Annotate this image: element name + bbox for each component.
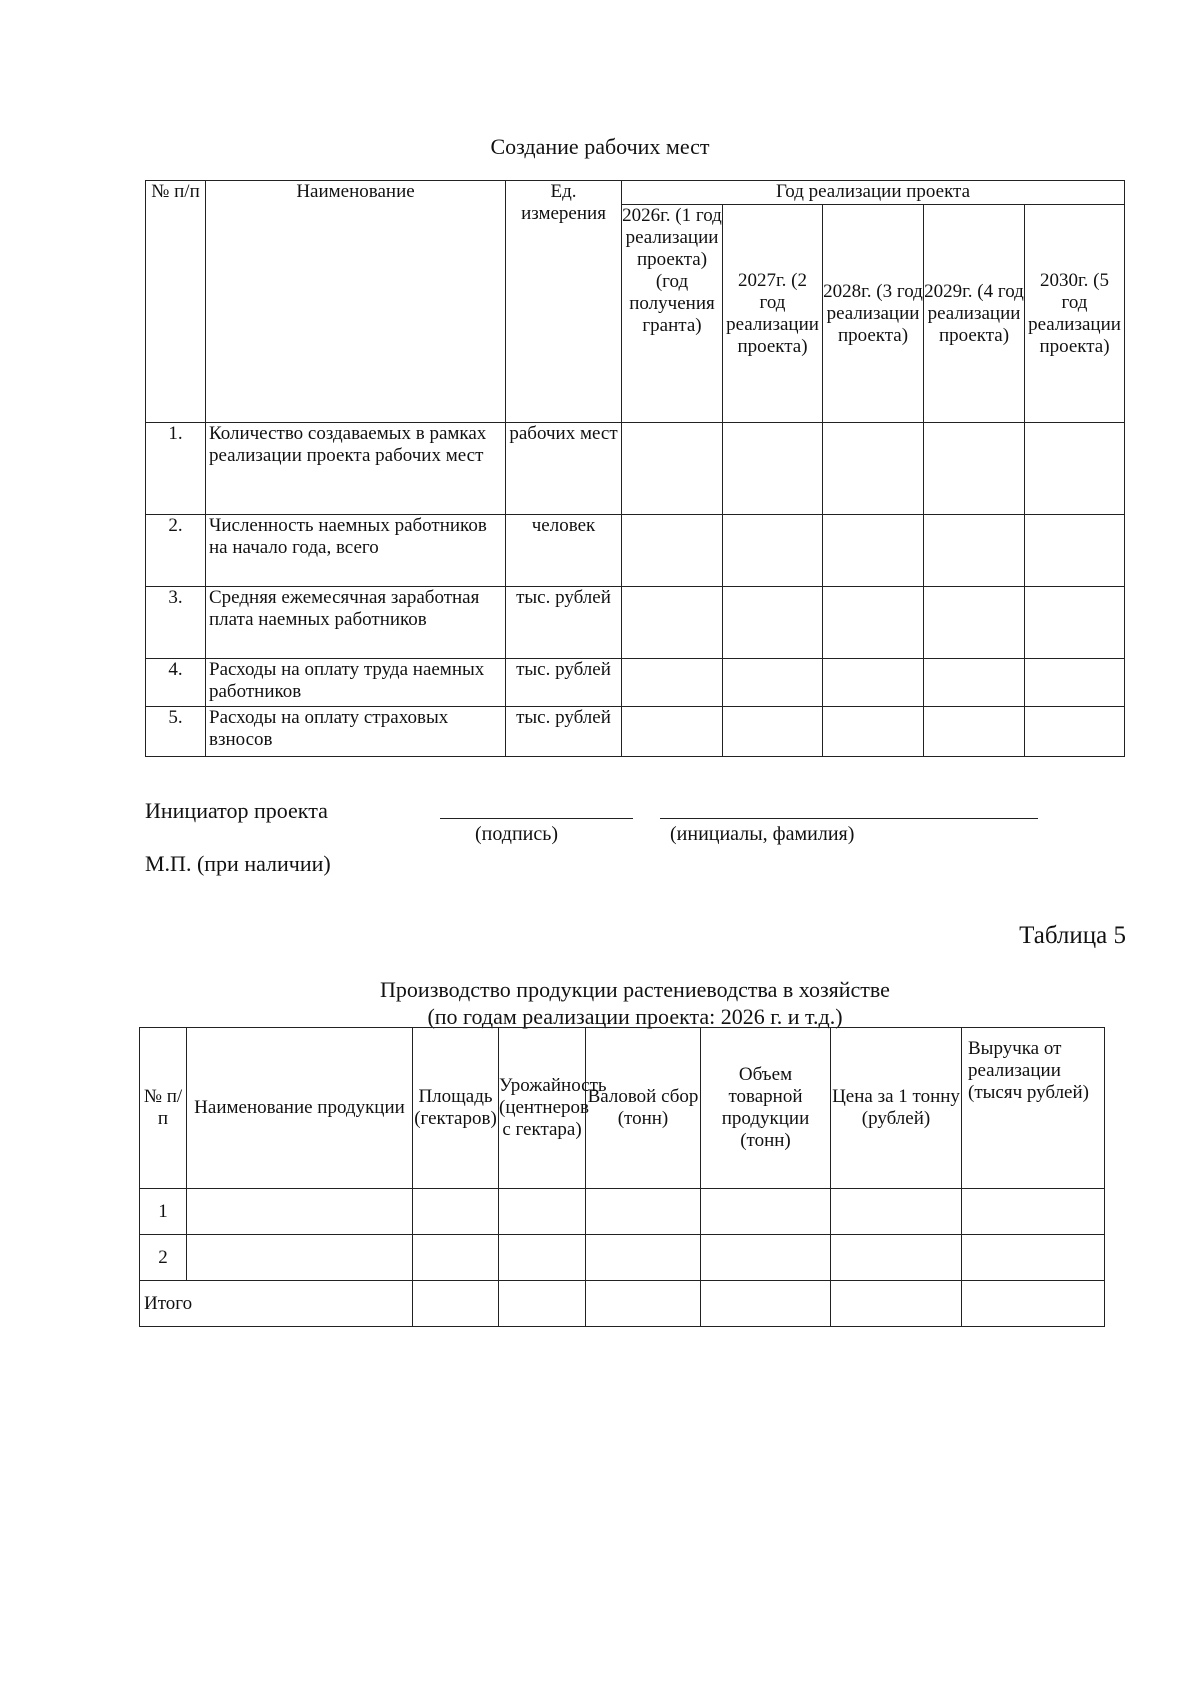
value-cell xyxy=(831,1281,962,1327)
value-cell xyxy=(831,1189,962,1235)
header-product: Наименование продукции xyxy=(187,1028,413,1189)
crop-production-table xyxy=(139,1027,1105,1327)
value-cell xyxy=(413,1281,499,1327)
initiator-label: Инициатор проекта xyxy=(145,798,328,823)
row-num: 3. xyxy=(146,587,206,659)
value-cell xyxy=(924,659,1025,707)
value-cell xyxy=(701,1189,831,1235)
header-year-2029: 2029г. (4 год реализации проекта) xyxy=(924,205,1025,423)
row-unit: человек xyxy=(506,515,622,587)
row-num: 5. xyxy=(146,707,206,757)
value-cell xyxy=(1025,707,1125,757)
header-gross: Валовой сбор (тонн) xyxy=(586,1028,701,1189)
value-cell xyxy=(823,515,924,587)
row-unit: тыс. рублей xyxy=(506,659,622,707)
value-cell xyxy=(701,1235,831,1281)
value-cell xyxy=(499,1281,586,1327)
section-title-crops xyxy=(0,976,1200,1030)
header-year-2030: 2030г. (5 год реализации проекта) xyxy=(1025,205,1125,423)
value-cell xyxy=(924,423,1025,515)
row-name: Расходы на оплату труда наемных работников xyxy=(206,659,506,707)
table-row xyxy=(146,587,1125,659)
value-cell xyxy=(723,423,823,515)
value-cell xyxy=(413,1189,499,1235)
value-cell xyxy=(823,423,924,515)
row-num: 2 xyxy=(140,1235,187,1281)
value-cell xyxy=(1025,659,1125,707)
table-row xyxy=(140,1235,1105,1281)
table-row xyxy=(146,659,1125,707)
value-cell xyxy=(187,1235,413,1281)
row-num: 1 xyxy=(140,1189,187,1235)
row-name: Численность наемных работников на начало года, всего xyxy=(206,515,506,587)
row-name: Количество создаваемых в рамках реализации проекта рабочих мест xyxy=(206,423,506,515)
value-cell xyxy=(622,587,723,659)
header-yield: Урожайность (центнеров с гектара) xyxy=(499,1028,586,1189)
value-cell xyxy=(831,1235,962,1281)
row-num: 2. xyxy=(146,515,206,587)
title-line-2: (по годам реализации проекта: 2026 г. и т.д.) xyxy=(427,1004,843,1029)
header-name: Наименование xyxy=(206,181,506,423)
signature-caption: (подпись) xyxy=(475,823,559,845)
table-label: Таблица 5 xyxy=(1019,922,1126,949)
name-line xyxy=(660,818,1038,819)
stamp-label: М.П. (при наличии) xyxy=(145,851,331,876)
row-name: Расходы на оплату страховых взносов xyxy=(206,707,506,757)
signature-line xyxy=(440,818,633,819)
value-cell xyxy=(622,423,723,515)
value-cell xyxy=(723,587,823,659)
value-cell xyxy=(723,515,823,587)
header-unit: Ед. измерения xyxy=(506,181,622,423)
value-cell xyxy=(924,707,1025,757)
value-cell xyxy=(622,515,723,587)
value-cell xyxy=(1025,515,1125,587)
value-cell xyxy=(586,1281,701,1327)
value-cell xyxy=(962,1281,1105,1327)
header-year-group: Год реализации проекта xyxy=(622,181,1125,205)
value-cell xyxy=(723,659,823,707)
value-cell xyxy=(723,707,823,757)
header-year-2026: 2026г. (1 год реализации проекта) (год получения гранта) xyxy=(622,205,723,423)
row-num: 1. xyxy=(146,423,206,515)
header-num: № п/п xyxy=(140,1028,187,1189)
header-volume: Объем товарной продукции (тонн) xyxy=(701,1028,831,1189)
row-unit: тыс. рублей xyxy=(506,587,622,659)
section-title-jobs: Создание рабочих мест xyxy=(490,134,710,159)
header-year-2027: 2027г. (2 год реализации проекта) xyxy=(723,205,823,423)
value-cell xyxy=(1025,423,1125,515)
value-cell xyxy=(823,659,924,707)
row-name: Средняя ежемесячная заработная плата наемных работников xyxy=(206,587,506,659)
header-num: № п/п xyxy=(146,181,206,423)
value-cell xyxy=(499,1235,586,1281)
table-row xyxy=(146,515,1125,587)
value-cell xyxy=(962,1189,1105,1235)
value-cell xyxy=(823,587,924,659)
table-row xyxy=(140,1189,1105,1235)
header-area: Площадь (гектаров) xyxy=(413,1028,499,1189)
value-cell xyxy=(586,1189,701,1235)
value-cell xyxy=(962,1235,1105,1281)
value-cell xyxy=(499,1189,586,1235)
value-cell xyxy=(413,1235,499,1281)
value-cell xyxy=(622,707,723,757)
row-unit: тыс. рублей xyxy=(506,707,622,757)
value-cell xyxy=(586,1235,701,1281)
table-row xyxy=(140,1281,1105,1327)
row-unit: рабочих мест xyxy=(506,423,622,515)
value-cell xyxy=(823,707,924,757)
total-label: Итого xyxy=(140,1281,413,1327)
value-cell xyxy=(187,1189,413,1235)
value-cell xyxy=(701,1281,831,1327)
header-price: Цена за 1 тонну (рублей) xyxy=(831,1028,962,1189)
value-cell xyxy=(622,659,723,707)
table-row xyxy=(146,423,1125,515)
row-num: 4. xyxy=(146,659,206,707)
value-cell xyxy=(924,587,1025,659)
jobs-table xyxy=(145,180,1125,757)
name-caption: (инициалы, фамилия) xyxy=(670,823,855,845)
table-row xyxy=(146,707,1125,757)
header-year-2028: 2028г. (3 год реализации проекта) xyxy=(823,205,924,423)
value-cell xyxy=(1025,587,1125,659)
title-line-1: Производство продукции растениеводства в хозяйстве xyxy=(380,977,890,1002)
header-revenue: Выручка от реализации (тысяч рублей) xyxy=(962,1028,1105,1189)
value-cell xyxy=(924,515,1025,587)
